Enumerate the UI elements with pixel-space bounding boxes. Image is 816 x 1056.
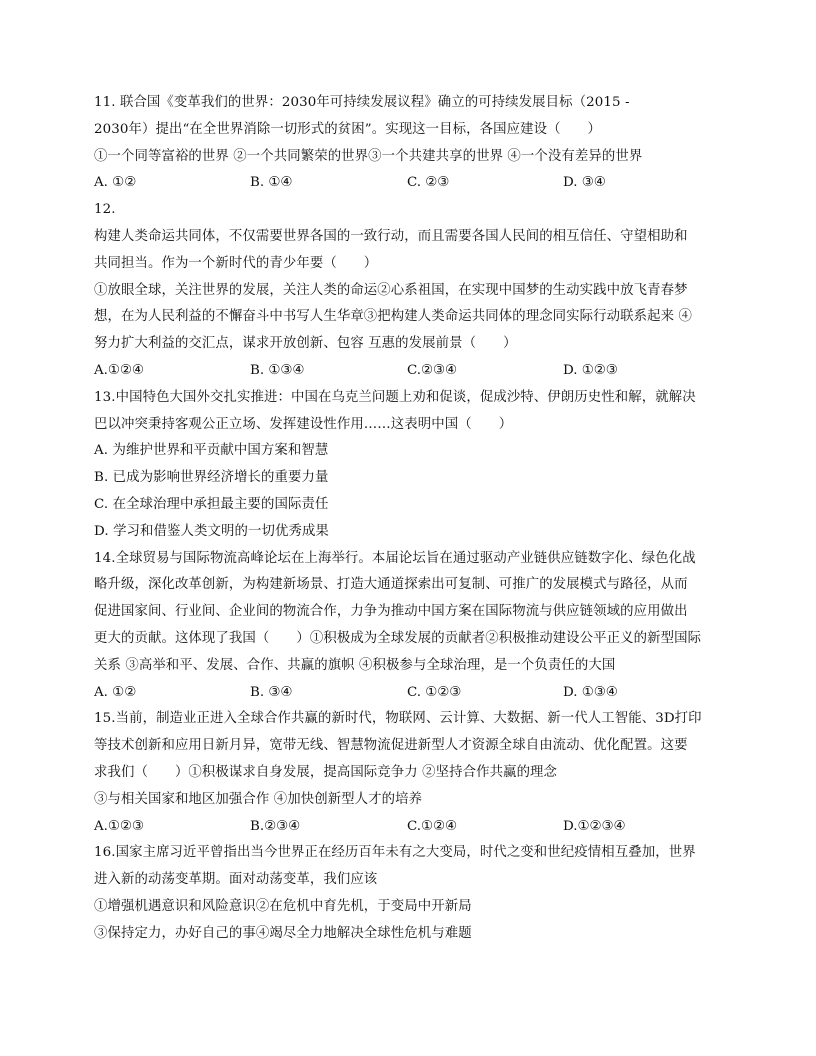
question-11-option-a: A. ①② — [94, 175, 137, 191]
question-11 — [94, 90, 734, 197]
question-11-option-b: B. ①④ — [250, 175, 293, 191]
question-16 — [94, 840, 734, 947]
question-16-stem-line-2: 进入新的动荡变革期。面对动荡变革，我们应该 — [94, 872, 378, 888]
question-15-statements: ③与相关国家和地区加强合作 ④加快创新型人才的培养 — [94, 791, 423, 807]
question-15-option-d: D.①②③④ — [563, 818, 626, 834]
question-16-statements-line-2: ③保持定力，办好自己的事④竭尽全力地解决全球性危机与难题 — [94, 925, 472, 941]
question-14-option-b: B. ③④ — [250, 684, 293, 700]
question-12-option-c: C.②③④ — [407, 362, 458, 378]
question-12-number: 12. — [94, 202, 116, 218]
question-13-stem-line-1: 13.中国特色大国外交扎实推进：中国在乌克兰问题上劝和促谈，促成沙特、伊朗历史性和解，就解决 — [94, 389, 696, 405]
question-15 — [94, 706, 734, 840]
question-13-option-a: A. 为维护世界和平贡献中国方案和智慧 — [94, 443, 329, 459]
question-11-stem-line-1: 11. 联合国《变革我们的世界：2030年可持续发展议程》确立的可持续发展目标（2015 - — [94, 95, 630, 110]
question-13-stem-line-2: 巴以冲突秉持客观公正立场、发挥建设性作用……这表明中国（ ） — [94, 416, 513, 432]
question-14-stem-line-2: 略升级，深化改革创新，为构建新场景、打造大通道探索出可复制、可推广的发展模式与路径，从而 — [94, 577, 688, 593]
question-15-stem-line-3: 求我们（ ）①积极谋求自身发展，提高国际竞争力 ②坚持合作共赢的理念 — [94, 764, 558, 780]
question-13-option-b: B. 已成为影响世界经济增长的重要力量 — [94, 470, 329, 486]
question-12 — [94, 197, 734, 385]
question-13 — [94, 385, 734, 546]
question-12-option-a: A.①②④ — [94, 362, 144, 378]
question-11-option-d: D. ③④ — [563, 175, 606, 191]
question-content — [94, 90, 734, 948]
question-14-option-d: D. ①③④ — [563, 684, 618, 700]
question-15-stem-line-2: 等技术创新和应用日新月异，宽带无线、智慧物流促进新型人才资源全球自由流动、优化配置。这要 — [94, 738, 688, 754]
question-15-options — [94, 814, 734, 841]
question-11-options — [94, 170, 734, 197]
question-12-statements-line-2: 想，在为人民利益的不懈奋斗中书写人生华章③把构建人类命运共同体的理念同实际行动联系起来 ④ — [94, 309, 692, 325]
question-12-stem-line-1: 构建人类命运共同体，不仅需要世界各国的一致行动，而且需要各国人民间的相互信任、守望相助和 — [94, 228, 688, 244]
question-15-option-b: B.②③④ — [250, 818, 301, 834]
question-12-statements-line-1: ①放眼全球，关注世界的发展，关注人类的命运②心系祖国，在实现中国梦的生动实践中放飞青春梦 — [94, 282, 688, 298]
question-14-stem-line-3: 促进国家间、行业间、企业间的物流合作，力争为推动中国方案在国际物流与供应链领域的应用做出 — [94, 604, 688, 620]
question-12-option-b: B. ①③④ — [250, 362, 305, 378]
question-14-stem-line-5: 关系 ③高举和平、发展、合作、共赢的旗帜 ④积极参与全球治理，是一个负责任的大国 — [94, 657, 616, 673]
question-11-statements: ①一个同等富裕的世界 ②一个共同繁荣的世界③一个共建共享的世界 ④一个没有差异的世界 — [94, 148, 643, 164]
question-14-options — [94, 680, 734, 707]
question-11-option-c: C. ②③ — [407, 175, 450, 191]
question-14-stem-line-1: 14.全球贸易与国际物流高峰论坛在上海举行。本届论坛旨在通过驱动产业链供应链数字化、绿色化战 — [94, 550, 696, 566]
question-11-stem-line-2: 2030年）提出“在全世界消除一切形式的贫困”。实现这一目标，各国应建设（ ） — [94, 121, 602, 137]
question-15-stem-line-1: 15.当前，制造业正进入全球合作共赢的新时代，物联网、云计算、大数据、新一代人工智能、3D打印 — [94, 711, 702, 727]
question-14 — [94, 546, 734, 707]
question-14-option-c: C. ①②③ — [407, 684, 462, 700]
question-13-option-d: D. 学习和借鉴人类文明的一切优秀成果 — [94, 523, 329, 539]
question-12-options — [94, 358, 734, 385]
question-12-stem-line-2: 共同担当。作为一个新时代的青少年要（ ） — [94, 255, 378, 271]
question-13-option-c: C. 在全球治理中承担最主要的国际责任 — [94, 496, 329, 512]
question-14-stem-line-4: 更大的贡献。这体现了我国（ ）①积极成为全球发展的贡献者②积极推动建设公平正义的新型国际 — [94, 630, 702, 646]
question-15-option-a: A.①②③ — [94, 818, 144, 834]
question-15-option-c: C.①②④ — [407, 818, 458, 834]
question-12-statements-line-3: 努力扩大利益的交汇点，谋求开放创新、包容 互惠的发展前景（ ） — [94, 336, 517, 352]
question-16-stem-line-1: 16.国家主席习近平曾指出当今世界正在经历百年未有之大变局，时代之变和世纪疫情相互叠加，世界 — [94, 845, 696, 861]
question-14-option-a: A. ①② — [94, 684, 137, 700]
question-16-statements-line-1: ①增强机遇意识和风险意识②在危机中育先机，于变局中开新局 — [94, 898, 472, 914]
question-12-option-d: D. ①②③ — [563, 362, 618, 378]
